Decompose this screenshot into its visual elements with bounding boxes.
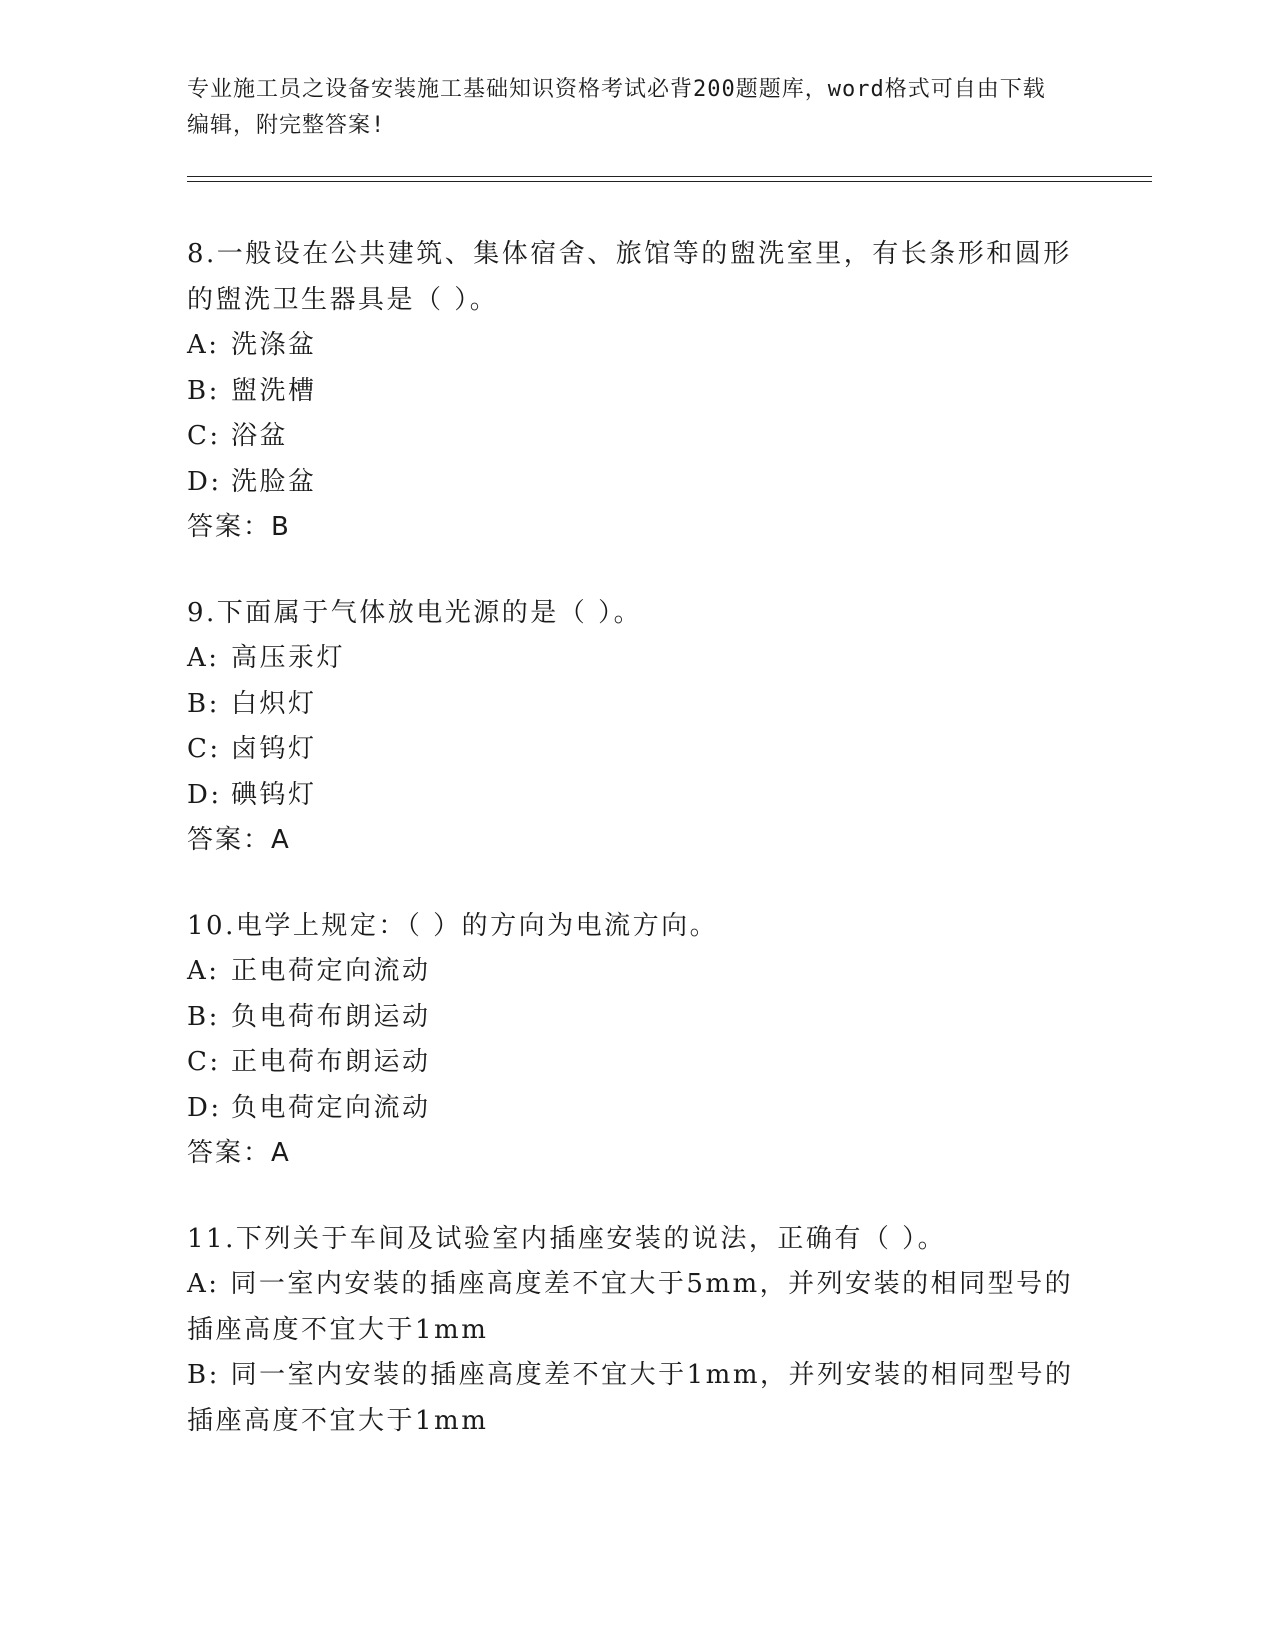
question-list	[187, 232, 1087, 1484]
option-text: 同一室内安装的插座高度差不宜大于5mm，并列安装的相同型号的插座高度不宜大于1mm	[187, 1269, 1074, 1345]
option-key: C:	[187, 421, 221, 451]
question-8	[187, 232, 1087, 551]
question-text: 9.下面属于气体放电光源的是（ ）。	[187, 597, 643, 628]
option-text: 洗脸盆	[231, 466, 317, 497]
question-10	[187, 904, 1087, 1177]
question-11	[187, 1217, 1087, 1445]
option-text: 碘钨灯	[231, 779, 317, 810]
option-key: A:	[187, 1269, 220, 1299]
option-text: 正电荷布朗运动	[231, 1047, 431, 1077]
option-key: A:	[187, 330, 220, 360]
option-key: C:	[187, 734, 221, 764]
option-key: B:	[187, 375, 220, 406]
option-key: A:	[187, 956, 220, 986]
answer: 答案：A	[187, 1138, 291, 1168]
option-text: 卤钨灯	[231, 734, 317, 764]
question-text: 10.电学上规定：（ ）的方向为电流方向。	[187, 910, 719, 941]
option-key: D:	[187, 466, 222, 497]
question-9	[187, 591, 1087, 864]
header-divider-bottom	[187, 181, 1152, 182]
answer: 答案：A	[187, 825, 291, 855]
option-text: 同一室内安装的插座高度差不宜大于1mm，并列安装的相同型号的插座高度不宜大于1mm	[187, 1360, 1074, 1436]
option-text: 负电荷布朗运动	[231, 1001, 431, 1032]
option-text: 盥洗槽	[231, 375, 317, 406]
option-text: 高压汞灯	[231, 643, 346, 673]
option-a	[187, 636, 1087, 682]
document-header: 专业施工员之设备安装施工基础知识资格考试必背200题题库，word格式可自由下载编辑，附完整答案!	[187, 77, 1046, 138]
option-key: B:	[187, 1360, 220, 1390]
option-c	[187, 1040, 1087, 1086]
answer: 答案：B	[187, 512, 291, 542]
option-key: C:	[187, 1047, 221, 1077]
option-b	[187, 682, 1087, 728]
option-a	[187, 1262, 1087, 1353]
option-key: D:	[187, 779, 222, 810]
option-key: B:	[187, 1001, 220, 1032]
option-key: A:	[187, 643, 220, 673]
option-a	[187, 949, 1087, 995]
option-d	[187, 460, 1087, 506]
option-b	[187, 369, 1087, 415]
option-key: B:	[187, 688, 220, 719]
option-d	[187, 773, 1087, 819]
header-divider-top	[187, 176, 1152, 177]
option-a	[187, 323, 1087, 369]
option-text: 白炽灯	[231, 688, 317, 719]
option-text: 正电荷定向流动	[231, 956, 431, 986]
option-c	[187, 727, 1087, 773]
question-text: 11.下列关于车间及试验室内插座安装的说法，正确有（ ）。	[187, 1223, 947, 1254]
option-b	[187, 995, 1087, 1041]
option-text: 负电荷定向流动	[231, 1092, 431, 1123]
option-text: 洗涤盆	[231, 330, 317, 360]
option-d	[187, 1086, 1087, 1132]
option-c	[187, 414, 1087, 460]
option-key: D:	[187, 1092, 222, 1123]
option-text: 浴盆	[231, 421, 289, 451]
question-text: 8.一般设在公共建筑、集体宿舍、旅馆等的盥洗室里，有长条形和圆形的盥洗卫生器具是（ ）。	[187, 239, 1072, 315]
option-b	[187, 1353, 1087, 1444]
